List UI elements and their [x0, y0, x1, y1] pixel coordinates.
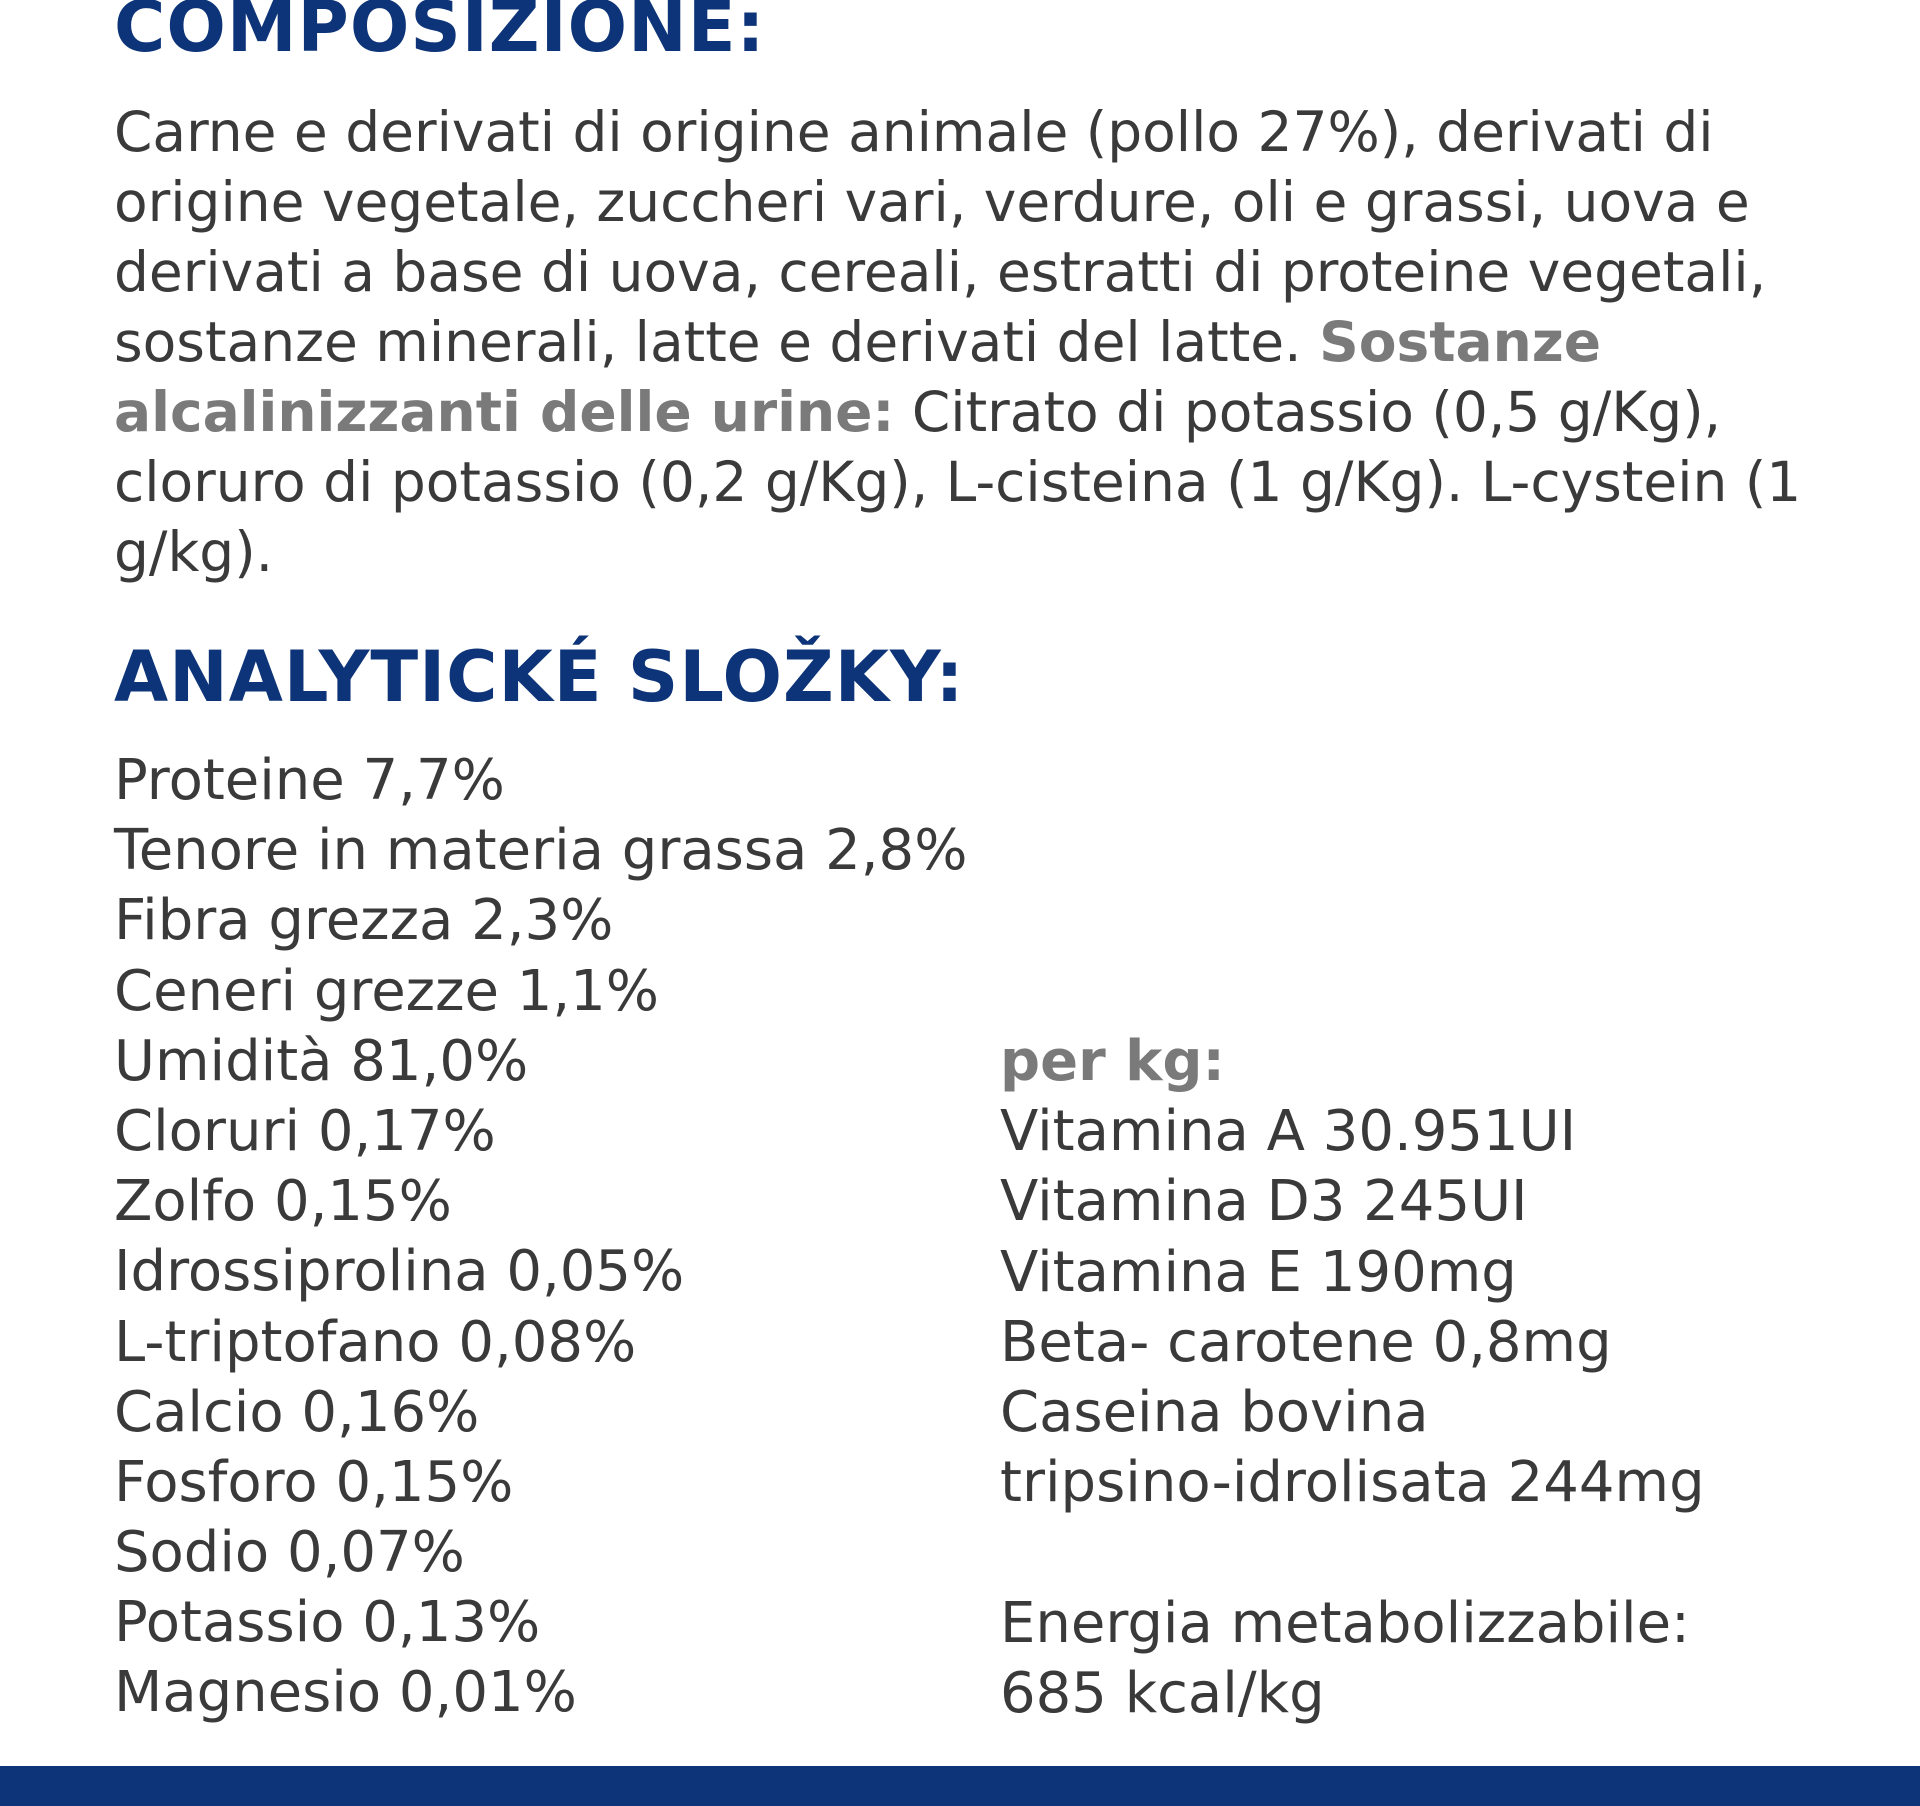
composition-ingredients: Carne e derivati di origine animale (pollo 27%), derivati di origine vegetale, zuccheri vari, verdure, oli e grassi, uova e derivati a base di uova, cereali, estratti di proteine vegetali, sostanze minerali, latte e derivati del latte.	[114, 100, 1767, 374]
analysis-item: Cloruri 0,17%	[114, 1098, 496, 1164]
analysis-item: Umidità 81,0%	[114, 1028, 529, 1094]
analysis-item: Tenore in materia grassa 2,8%	[114, 818, 968, 884]
analysis-item: Proteine 7,7%	[114, 748, 505, 813]
analysis-item: L-triptofano 0,08%	[114, 1309, 637, 1375]
per-kg-label: per kg:	[1000, 1029, 1225, 1094]
analysis-item: Sodio 0,07%	[114, 1520, 465, 1586]
vitamin-item: Vitamina E 190mg	[1000, 1239, 1517, 1305]
analysis-list	[114, 746, 967, 1729]
analysis-item: Zolfo 0,15%	[114, 1169, 452, 1235]
vitamin-item: tripsino-idrolisata 244mg	[1000, 1450, 1705, 1516]
alkalizing-label: Sostanze alcalinizzanti delle urine:	[114, 310, 1602, 444]
analysis-item: Calcio 0,16%	[114, 1379, 480, 1445]
vitamins-list	[1000, 1027, 1705, 1729]
composition-text-block	[114, 97, 1874, 587]
analysis-item: Potassio 0,13%	[114, 1590, 541, 1656]
analytical-heading: ANALYTICKÉ SLOŽKY:	[114, 636, 965, 718]
vitamin-item: Vitamina D3 245UI	[1000, 1169, 1528, 1235]
energy-label: Energia metabolizzabile:	[1000, 1590, 1690, 1656]
analysis-item: Fosforo 0,15%	[114, 1449, 514, 1515]
analysis-item: Idrossiprolina 0,05%	[114, 1239, 685, 1305]
vitamin-item: Vitamina A 30.951UI	[1000, 1099, 1577, 1165]
alkalizing-text: Citrato di potassio (0,5 g/Kg), cloruro di potassio (0,2 g/Kg), L-cisteina (1 g/Kg). L-cystein (1 g/kg).	[114, 380, 1802, 584]
vitamin-item: Beta- carotene 0,8mg	[1000, 1309, 1612, 1375]
energy-value: 685 kcal/kg	[1000, 1660, 1325, 1726]
composition-heading: COMPOSIZIONE:	[114, 0, 766, 68]
analysis-item: Fibra grezza 2,3%	[114, 888, 614, 954]
footer-bar	[0, 1766, 1920, 1806]
list-spacer	[1000, 1518, 1705, 1588]
analysis-item: Magnesio 0,01%	[114, 1660, 577, 1726]
analysis-item: Ceneri grezze 1,1%	[114, 958, 659, 1024]
vitamin-item: Caseina bovina	[1000, 1379, 1429, 1445]
